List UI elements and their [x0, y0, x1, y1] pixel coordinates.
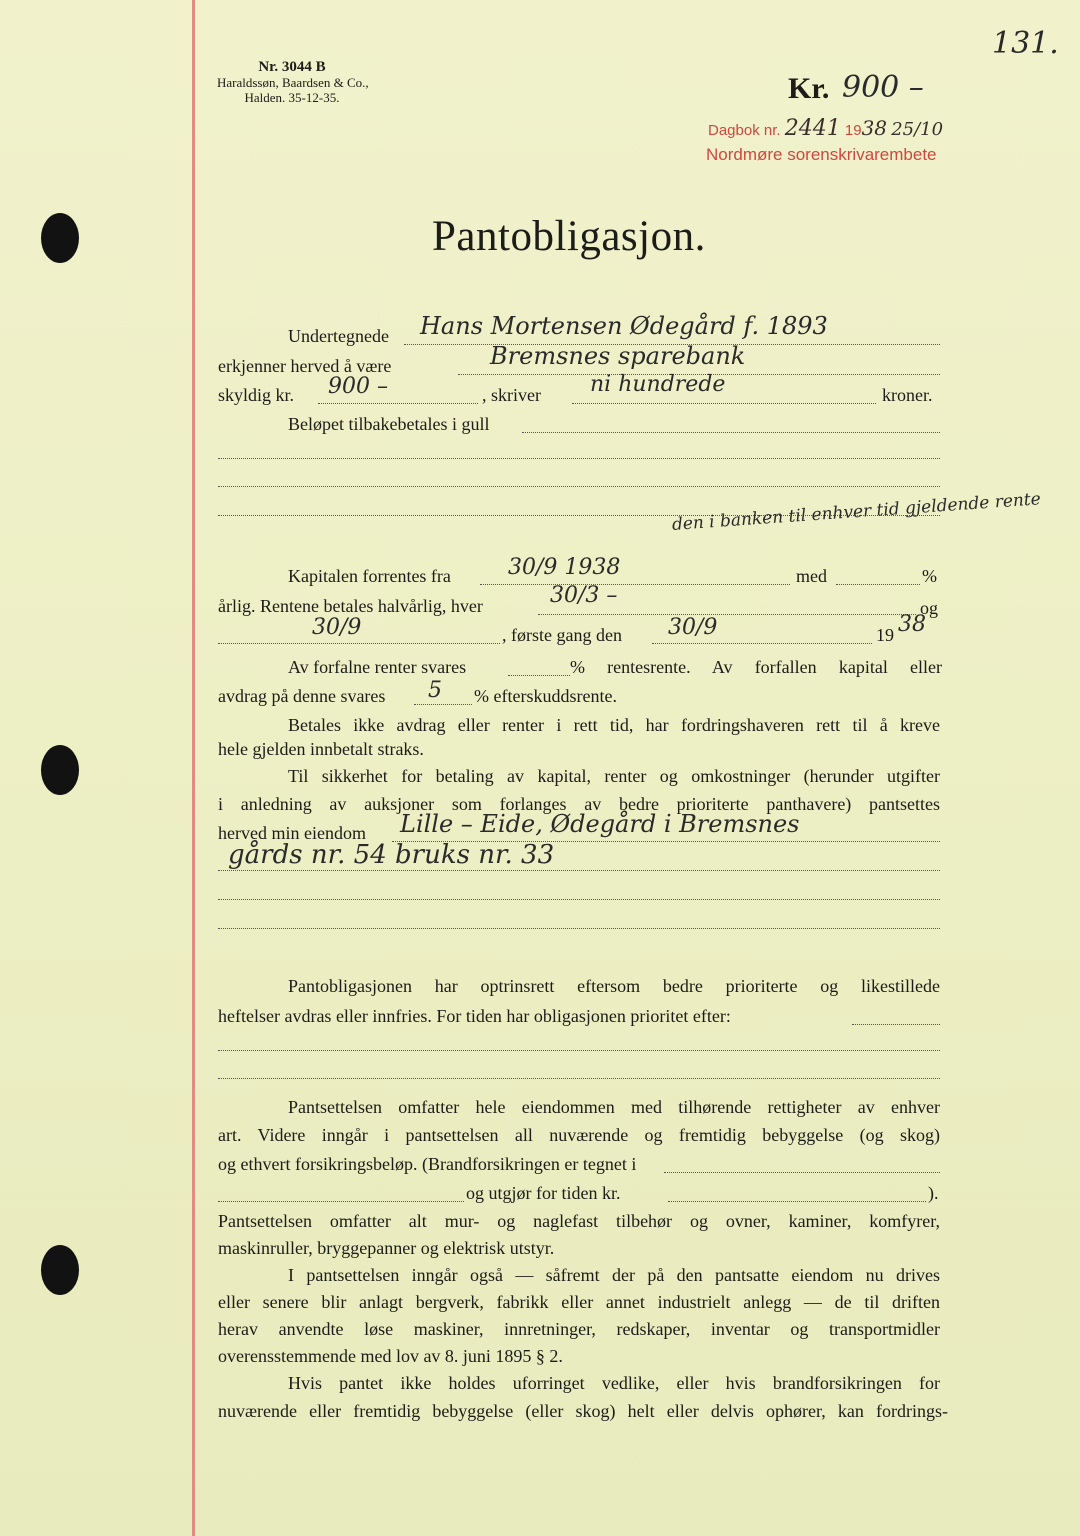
p7-line3: herav anvendte løse maskiner, innretninger, redskaper, inventar og transportmidler [218, 1319, 940, 1339]
document-title: Pantobligasjon. [432, 213, 706, 260]
p1-value: 5 [428, 678, 442, 703]
interest-note: den i banken til enhver tid gjeldende rente [671, 489, 1042, 535]
percent-sign: % [922, 566, 937, 586]
p4-line2: heftelser avdras eller innfries. For tiden har obligasjonen prioritet efter: [218, 1006, 731, 1026]
kapital-value: 30/9 1938 [508, 555, 621, 580]
margin-rule [192, 0, 195, 1536]
arlig-label: årlig. Rentene betales halvårlig, hver [218, 596, 483, 616]
undertegnede-label: Undertegnede [288, 326, 389, 346]
undertegnede-value: Hans Mortensen Ødegård f. 1893 [420, 312, 828, 340]
year-value: 38 [898, 612, 926, 637]
p8-line1: Hvis pantet ikke holdes uforringet vedlike, eller hvis brandforsikringen for [288, 1373, 940, 1393]
p2-line2: hele gjelden innbetalt straks. [218, 739, 424, 759]
year-prefix: 19 [876, 625, 894, 645]
dagbok-date: 25/10 [891, 119, 944, 140]
erkjenner-label: erkjenner herved å være [218, 356, 392, 376]
gull-label: Beløpet tilbakebetales i gull [288, 414, 490, 434]
punch-hole [41, 213, 79, 263]
property-value-1: Lille – Eide, Ødegård i Bremsnes [400, 810, 800, 838]
skriver-label: , skriver [482, 385, 541, 405]
p6-line2: maskinruller, bryggepanner og elektrisk utstyr. [218, 1238, 555, 1258]
page-number: 131. [992, 26, 1059, 61]
med-label: med [796, 566, 827, 586]
p5-line4: og utgjør for tiden kr. [466, 1183, 621, 1203]
p7-line4: overensstemmende med lov av 8. juni 1895 § 2. [218, 1346, 563, 1366]
dagbok-prefix: Dagbok nr. [708, 122, 781, 139]
p2-line1: Betales ikke avdrag eller renter i rett tid, har fordringshaveren rett til å kreve [288, 715, 940, 735]
amount-label: Kr. [788, 72, 830, 105]
kapital-label: Kapitalen forrentes fra [288, 566, 451, 586]
forste-label: , første gang den [502, 625, 622, 645]
p8-line2: nuværende eller fremtidig bebyggelse (eller skog) helt eller delvis ophører, kan fordrings- [218, 1401, 948, 1421]
p1-text-b: % rentesrente. Av forfallen kapital eller [570, 657, 942, 677]
p5-line2: art. Videre inngår i pantsettelsen all nuværende og fremtidig bebyggelse (og skog) [218, 1125, 940, 1145]
p3-line2: i anledning av auksjoner som forlanges av bedre prioriterte panthavere) pantsettes [218, 794, 940, 814]
amount-value: 900 – [842, 70, 924, 105]
kroner-label: kroner. [882, 385, 933, 405]
forste-value: 30/9 [668, 615, 718, 640]
skyldig-value: 900 – [328, 374, 388, 399]
punch-hole [41, 1245, 79, 1295]
dagbok-stamp [708, 116, 943, 141]
og-label: og [920, 598, 938, 618]
p6-line1: Pantsettelsen omfatter alt mur- og naglefast tilbehør og ovner, kaminer, komfyrer, [218, 1211, 940, 1231]
punch-hole [41, 745, 79, 795]
p5-line4-end: ). [928, 1183, 939, 1203]
p1-text-d: % efterskuddsrente. [474, 686, 617, 706]
p3-line1: Til sikkerhet for betaling av kapital, renter og omkostninger (herunder utgifter [288, 766, 940, 786]
p1-text-a: Av forfalne renter svares [288, 657, 467, 677]
p3-line3: herved min eiendom [218, 823, 366, 843]
p4-line1: Pantobligasjonen har optrinsrett eftersom bedre prioriterte og likestillede [288, 976, 940, 996]
skyldig-label: skyldig kr. [218, 385, 295, 405]
dagbok-year: 38 [861, 116, 888, 140]
second-date-value: 30/9 [312, 615, 362, 640]
dagbok-year-prefix: 19 [844, 122, 862, 139]
p7-line2: eller senere blir anlagt bergverk, fabrikk eller annet industrielt anlegg — de til driften [218, 1292, 940, 1312]
form-place-date: Halden. 35-12-35. [244, 90, 340, 105]
form-printer: Haraldssøn, Baardsen & Co., [217, 75, 369, 90]
property-value-2: gårds nr. 54 bruks nr. 33 [228, 840, 555, 870]
p5-line3: og ethvert forsikringsbeløp. (Brandforsikringen er tegnet i [218, 1154, 637, 1174]
creditor-value: Bremsnes sparebank [490, 342, 746, 370]
form-number: Nr. 3044 B [258, 59, 326, 75]
skriver-value: ni hundrede [590, 372, 726, 397]
office-stamp: Nordmøre sorenskrivarembete [706, 145, 937, 164]
arlig-value: 30/3 – [550, 583, 618, 608]
form-id [217, 60, 367, 105]
p1-text-c: avdrag på denne svares [218, 686, 386, 706]
p7-line1: I pantsettelsen inngår også — såfremt der på den pantsatte eiendom nu drives [288, 1265, 940, 1285]
p5-line1: Pantsettelsen omfatter hele eiendommen med tilhørende rettigheter av enhver [288, 1097, 940, 1117]
dagbok-number: 2441 [784, 116, 841, 141]
